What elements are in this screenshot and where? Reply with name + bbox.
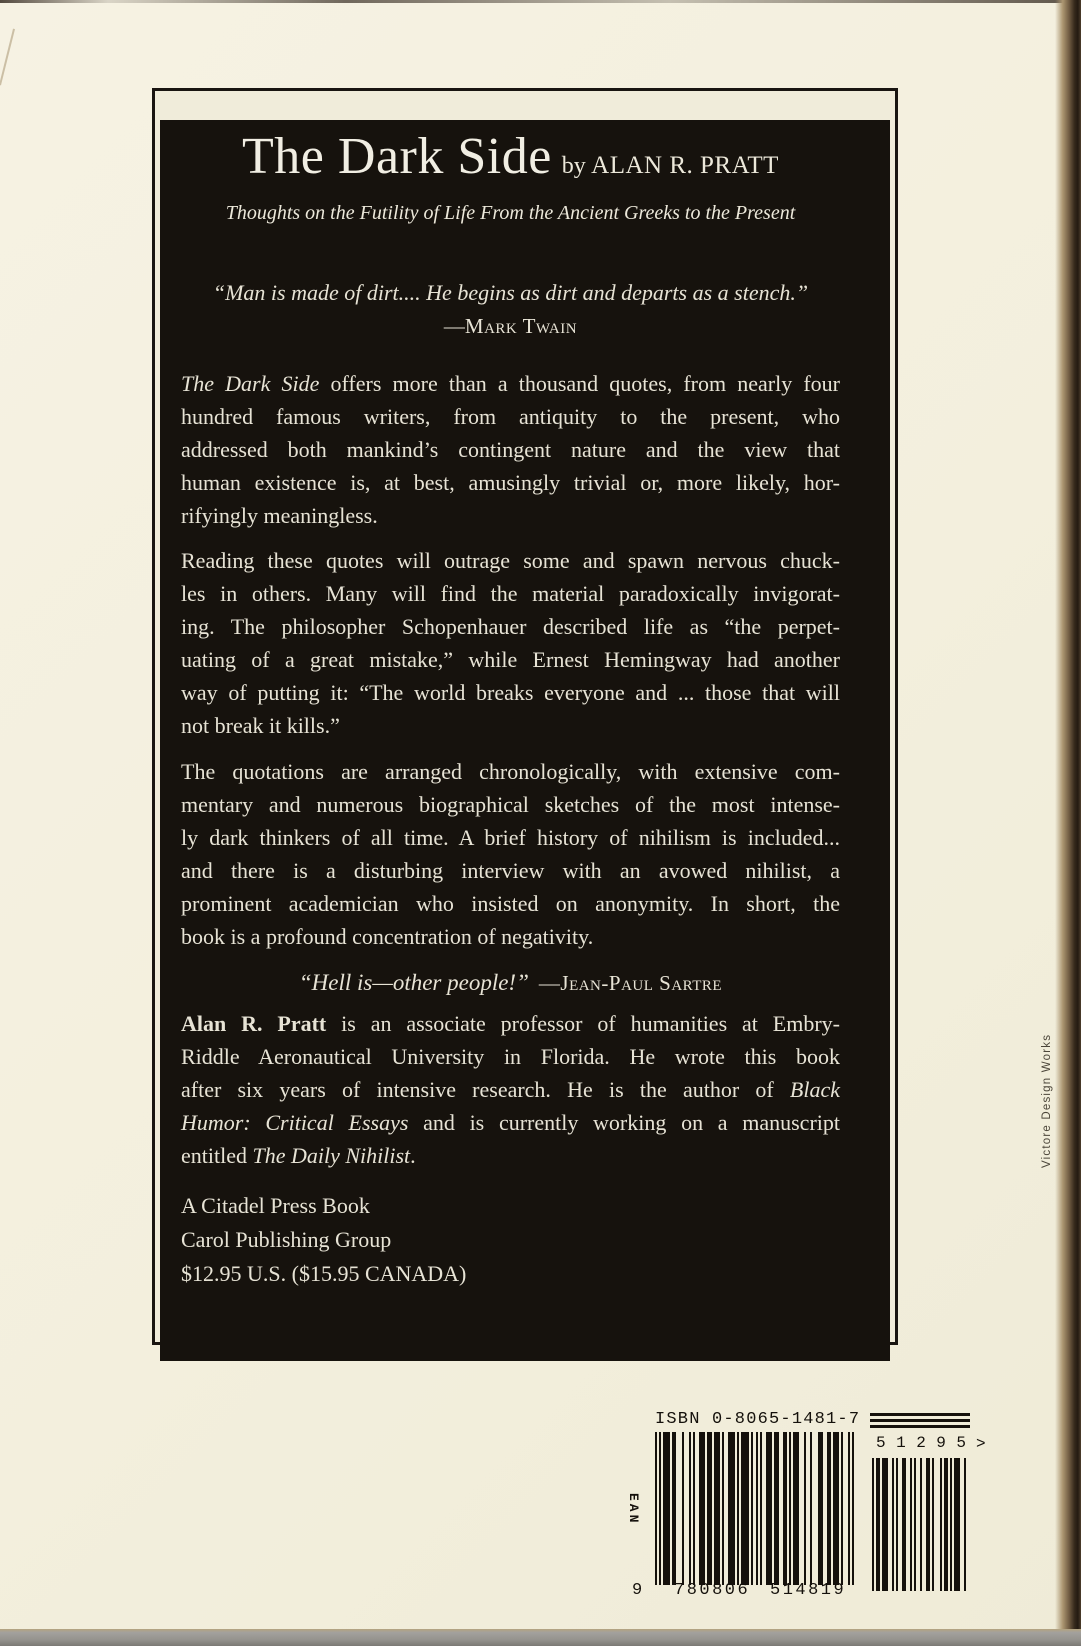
body-text: entitled: [181, 1143, 253, 1168]
author-name-bold: Alan R. Pratt: [181, 1011, 327, 1036]
body-line: les in others. Many will find the material paradoxically invigorat-: [181, 581, 840, 606]
ean13-barcode: [655, 1432, 854, 1585]
body-text: and is currently working on a manuscript: [408, 1110, 840, 1135]
body-text: offers more than a thousand quotes, from nearly four: [319, 371, 840, 396]
attribution-name: Jean-Paul Sartre: [560, 971, 723, 995]
scan-bottom-edge-shadow: [0, 1629, 1081, 1646]
price-addon-digits: [876, 1434, 966, 1452]
body-line: hundred famous writers, from antiquity to the present, who: [181, 404, 840, 429]
pull-quote-text: “Hell is—other people!”: [298, 970, 529, 995]
body-text: is an associate professor of humanities at Embry-: [326, 1011, 840, 1036]
isbn-number: ISBN 0-8065-1481-7: [655, 1410, 861, 1429]
italic-work-title: The Daily Nihilist: [252, 1143, 411, 1168]
body-line: [181, 1106, 840, 1139]
body-line: addressed both mankind’s contingent nature and the view that: [181, 437, 840, 462]
paragraph-3: [181, 755, 840, 953]
epigraph-attribution: [181, 310, 840, 343]
body-line: [181, 367, 840, 400]
scan-right-edge-shadow: [1055, 0, 1081, 1646]
designer-credit-vertical: Victore Design Works: [1041, 1033, 1053, 1168]
author-bio: [181, 1007, 840, 1172]
body-line: uating of a great mistake,” while Ernest Hemingway had another: [181, 647, 840, 672]
addon-arrow: >: [976, 1435, 986, 1453]
paragraph-1: [181, 367, 840, 532]
pull-quote-attribution: [539, 971, 722, 995]
paper-crease-mark: [0, 29, 15, 86]
back-cover-framed-panel: [152, 88, 898, 1345]
italic-work-title: Black: [789, 1077, 840, 1102]
title-row: [181, 120, 840, 194]
publisher-block: [181, 1189, 840, 1291]
body-line: book is a profound concentration of negativity.: [181, 924, 594, 949]
addon-digit: 5: [956, 1434, 966, 1452]
body-line: [181, 1073, 840, 1106]
italic-book-title-ref: The Dark Side: [181, 371, 320, 396]
body-line: mentary and numerous biographical sketches of the most intense-: [181, 792, 840, 817]
back-cover-black-panel: [160, 120, 890, 1361]
paragraph-2: [181, 544, 840, 742]
body-line: Riddle Aeronautical University in Florida. He wrote this book: [181, 1044, 840, 1069]
barcode-digits-right: 514819: [770, 1581, 847, 1600]
byline-author: ALAN R. PRATT: [591, 152, 779, 179]
byline: [562, 152, 779, 180]
addon-digit: 5: [876, 1434, 886, 1452]
publisher-line: A Citadel Press Book: [181, 1193, 370, 1218]
subtitle: Thoughts on the Futility of Life From the Ancient Greeks to the Present: [225, 202, 796, 224]
body-text: .: [410, 1143, 416, 1168]
body-line: The quotations are arranged chronologically, with extensive com-: [181, 759, 840, 784]
body-line: way of putting it: “The world breaks everyone and ... those that will: [181, 680, 840, 705]
pull-quote: [181, 966, 840, 1000]
body-line: Reading these quotes will outrage some and spawn nervous chuck-: [181, 548, 840, 573]
italic-work-title: Humor: Critical Essays: [181, 1110, 409, 1135]
body-line: ing. The philosopher Schopenhauer described life as “the perpet-: [181, 614, 840, 639]
epigraph: [181, 276, 840, 343]
addon-digit: 1: [896, 1434, 906, 1452]
body-line: ly dark thinkers of all time. A brief history of nihilism is included...: [181, 825, 840, 850]
body-text: after six years of intensive research. He is the author of: [181, 1077, 790, 1102]
body-line: and there is a disturbing interview with an avowed nihilist, a: [181, 858, 840, 883]
attribution-dash: —: [538, 971, 561, 995]
attribution-name: Mark Twain: [464, 314, 578, 338]
body-line: [181, 1139, 840, 1172]
ean5-addon-barcode: [870, 1458, 966, 1591]
addon-digit: 2: [916, 1434, 926, 1452]
body-line: human existence is, at best, amusingly trivial or, more likely, hor-: [181, 470, 840, 495]
book-title: The Dark Side: [242, 128, 552, 185]
body-line: rifyingly meaningless.: [181, 503, 378, 528]
barcode-block: [618, 1405, 998, 1620]
epigraph-quote: “Man is made of dirt.... He begins as dirt and departs as a stench.”: [212, 280, 809, 305]
isbn-rule-lines: [870, 1413, 970, 1431]
price: $12.95 U.S. ($15.95 CANADA): [181, 1261, 467, 1286]
barcode-digits-left: 780806: [674, 1581, 751, 1600]
attribution-dash: —: [443, 314, 465, 338]
body-line: [181, 1007, 840, 1040]
publisher-line: Carol Publishing Group: [181, 1227, 392, 1252]
addon-digit: 9: [936, 1434, 946, 1452]
byline-by: by: [561, 153, 586, 179]
body-line: prominent academician who insisted on anonymity. In short, the: [181, 891, 840, 916]
body-line: not break it kills.”: [181, 713, 340, 738]
barcode-digit-first: 9: [632, 1581, 645, 1600]
ean-vertical-label: EAN: [626, 1493, 641, 1526]
scan-top-edge-shadow: [0, 0, 1081, 3]
